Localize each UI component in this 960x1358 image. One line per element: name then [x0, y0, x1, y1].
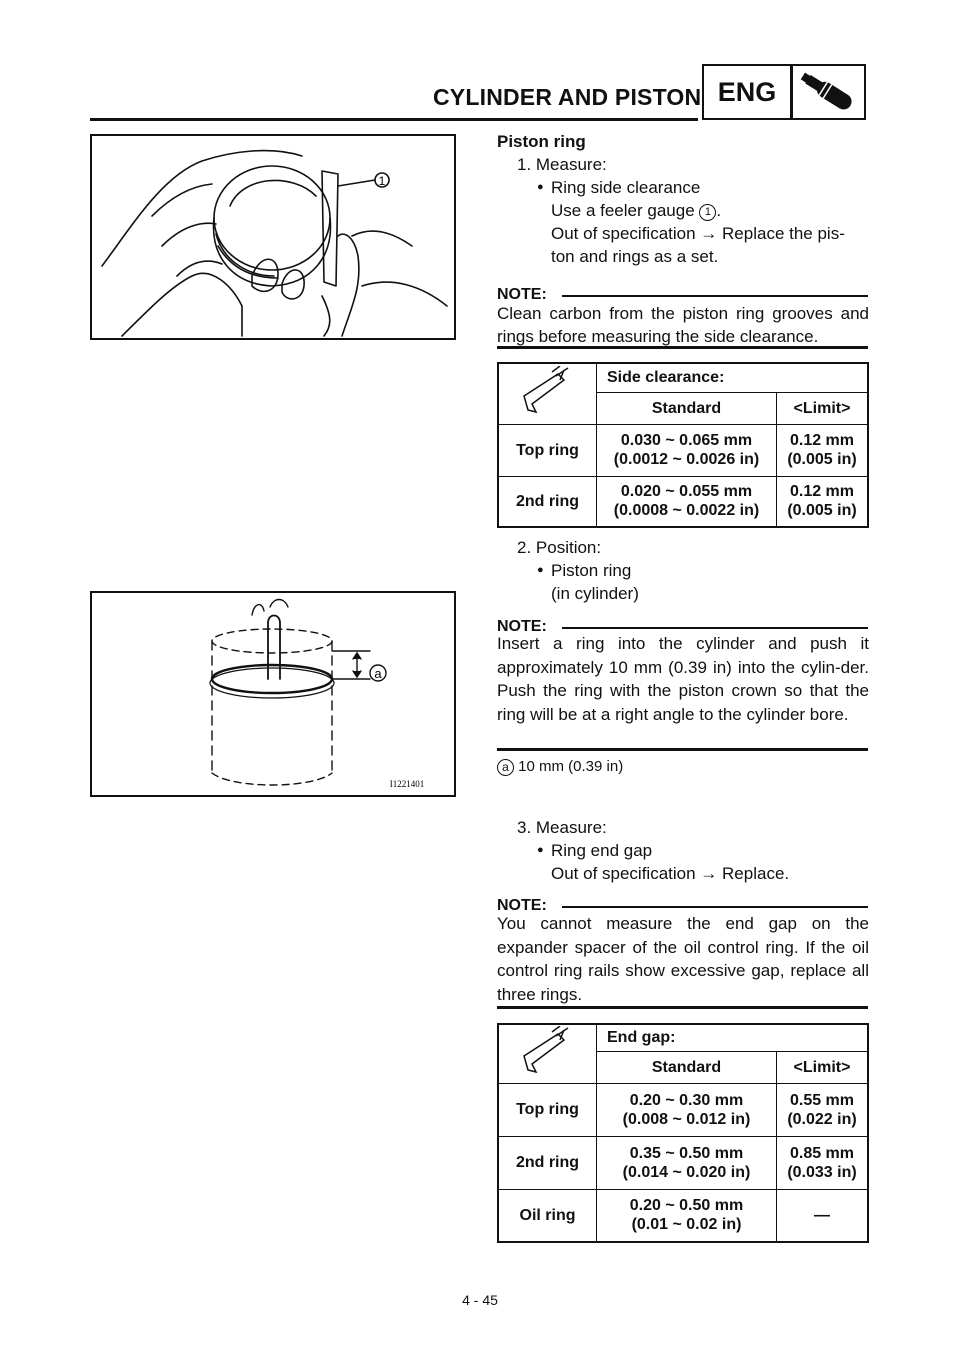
step-text: 1. Measure: — [517, 155, 607, 174]
table-row — [498, 424, 868, 476]
column-header: <Limit> — [777, 1051, 869, 1083]
callout-label: a — [374, 666, 382, 681]
wrench-icon — [796, 68, 864, 118]
caliper-cell — [498, 363, 597, 424]
figure-code: I1221401 — [389, 779, 425, 789]
figure-ring-in-cylinder — [90, 591, 456, 797]
instruction-text: Use a feeler gauge — [551, 201, 695, 220]
column-header: <Limit> — [777, 392, 869, 424]
bullet-text: Piston ring — [551, 561, 632, 580]
limit-cell: 0.85 mm (0.033 in) — [777, 1136, 869, 1189]
section-badge-divider — [790, 66, 793, 118]
side-clearance-table — [497, 362, 869, 528]
column-header: Standard — [597, 1051, 777, 1083]
note-rule — [562, 906, 868, 908]
section-label: ENG — [717, 76, 777, 107]
note-end-rule — [497, 1006, 868, 1009]
callout-label: 1 — [378, 174, 386, 188]
caliper-icon — [518, 366, 578, 416]
page-number: 4 - 45 — [462, 1292, 498, 1308]
row-label: Oil ring — [498, 1189, 597, 1242]
figure-legend — [497, 758, 623, 776]
limit-cell: 0.12 mm (0.005 in) — [777, 424, 869, 476]
standard-cell: 0.20 ~ 0.30 mm (0.008 ~ 0.012 in) — [597, 1083, 777, 1136]
figure-feeler-gauge — [90, 134, 456, 340]
end-gap-section — [497, 816, 869, 885]
illustration-feeler-gauge — [92, 136, 453, 337]
bullet-item — [497, 559, 869, 582]
note-text: Insert a ring into the cylinder and push it approximately 10 mm (0.39 in) into the cylin-der. Push the ring with the piston crown so that the ring will be at a right angle to the cylinder bore. — [497, 634, 869, 724]
table-row — [498, 1083, 868, 1136]
limit-cell: 0.12 mm (0.005 in) — [777, 476, 869, 527]
note-text: You cannot measure the end gap on the expander spacer of the oil control ring. If the oil control ring rails show excessive gap, replace all three rings. — [497, 914, 869, 1004]
bullet-item — [497, 839, 869, 862]
bullet-item — [497, 176, 869, 199]
caliper-icon — [518, 1026, 578, 1076]
note-rule — [562, 295, 868, 297]
piston-ring-section — [497, 130, 869, 268]
note-label: NOTE: — [497, 618, 547, 635]
section-heading: Piston ring — [497, 132, 586, 151]
instruction-line: (in cylinder) — [551, 584, 639, 603]
callout-ref: 1 — [699, 204, 716, 221]
row-label: 2nd ring — [498, 1136, 597, 1189]
step-text: 3. Measure: — [517, 818, 607, 837]
row-label: 2nd ring — [498, 476, 597, 527]
end-gap-table — [497, 1023, 869, 1243]
note-end-rule — [497, 346, 868, 349]
table-row — [498, 1136, 868, 1189]
legend-text: 10 mm (0.39 in) — [518, 758, 624, 775]
step-text: 2. Position: — [517, 538, 602, 557]
table-row — [498, 1189, 868, 1242]
caliper-cell — [498, 1024, 597, 1083]
instruction-line — [497, 199, 869, 222]
instruction-line: Out of specification → Replace. — [551, 864, 790, 883]
header-rule — [90, 118, 698, 121]
section-badge — [702, 64, 866, 120]
legend-ref: a — [497, 759, 514, 776]
standard-cell: 0.030 ~ 0.065 mm (0.0012 ~ 0.0026 in) — [597, 424, 777, 476]
row-label: Top ring — [498, 1083, 597, 1136]
page-title: CYLINDER AND PISTON — [433, 84, 702, 110]
instruction-line: ton and rings as a set. — [551, 247, 719, 266]
column-header: Standard — [597, 392, 777, 424]
instruction-line: Out of specification → Replace the pis- — [551, 224, 845, 243]
note-rule — [562, 627, 868, 629]
bullet-text: Ring end gap — [551, 841, 653, 860]
limit-cell: — — [777, 1189, 869, 1242]
table-title: Side clearance: — [597, 363, 869, 392]
note-end-rule — [497, 748, 868, 751]
bullet-text: Ring side clearance — [551, 178, 701, 197]
illustration-ring-in-cylinder — [92, 593, 453, 794]
standard-cell: 0.20 ~ 0.50 mm (0.01 ~ 0.02 in) — [597, 1189, 777, 1242]
table-row — [498, 476, 868, 527]
row-label: Top ring — [498, 424, 597, 476]
standard-cell: 0.35 ~ 0.50 mm (0.014 ~ 0.020 in) — [597, 1136, 777, 1189]
note-label: NOTE: — [497, 897, 547, 914]
table-title: End gap: — [597, 1024, 869, 1051]
standard-cell: 0.020 ~ 0.055 mm (0.0008 ~ 0.0022 in) — [597, 476, 777, 527]
limit-cell: 0.55 mm (0.022 in) — [777, 1083, 869, 1136]
note-label: NOTE: — [497, 286, 547, 303]
instruction-text: . — [716, 201, 722, 220]
position-section — [497, 536, 869, 605]
note-text: Clean carbon from the piston ring grooves and rings before measuring the side clearance. — [497, 304, 869, 346]
